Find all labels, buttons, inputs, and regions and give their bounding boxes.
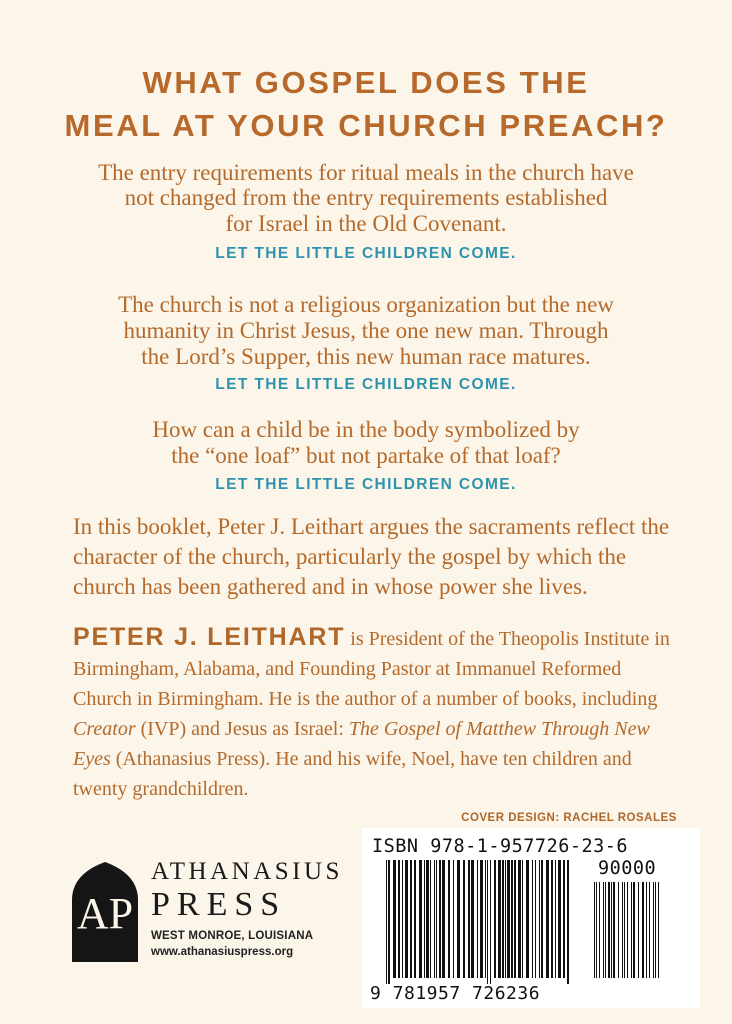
section-2-refrain: LET THE LITTLE CHILDREN COME.	[215, 376, 517, 393]
barcode-bar	[424, 860, 425, 978]
barcode-bar	[430, 860, 431, 978]
barcode-bar	[622, 882, 623, 978]
section-3-refrain: LET THE LITTLE CHILDREN COME.	[215, 476, 517, 493]
barcode-digits: 9 781957 726236	[370, 983, 541, 1004]
barcode-bar	[414, 860, 416, 978]
barcode-bar	[596, 882, 597, 978]
publisher-website: www.athanasiuspress.org	[151, 946, 294, 958]
barcode-bar	[658, 882, 659, 978]
barcode-bar	[627, 882, 628, 978]
barcode-bar	[487, 860, 488, 984]
section-1-line-3: for Israel in the Old Covenant.	[225, 211, 507, 236]
barcode-bar	[442, 860, 445, 978]
barcode-bar	[558, 860, 561, 978]
barcode-bar	[448, 860, 450, 978]
barcode-bar	[539, 860, 540, 978]
barcode-bar	[611, 882, 612, 978]
barcode-bar	[398, 860, 400, 978]
headline-line-2: MEAL AT YOUR CHURCH PREACH?	[64, 108, 668, 143]
barcode-bar	[419, 860, 422, 978]
barcode-bar	[502, 860, 504, 978]
section-2-line-3: the Lord’s Supper, this new human race matures.	[141, 344, 591, 369]
author-name: PETER J. LEITHART	[73, 623, 346, 651]
barcode-bar	[514, 860, 516, 978]
headline-line-1: WHAT GOSPEL DOES THE	[142, 65, 590, 100]
section-3-line-1: How can a child be in the body symbolized by	[152, 417, 580, 442]
barcode-bar	[410, 860, 412, 978]
barcode-bar	[541, 860, 543, 978]
barcode-bar	[505, 860, 506, 978]
price-code: 90000	[598, 858, 657, 879]
barcode-bar	[532, 860, 533, 978]
publisher-name-line-1: ATHANASIUS	[151, 858, 343, 885]
barcode-bar	[608, 882, 610, 978]
barcode-bar	[535, 860, 536, 978]
barcode-bar	[426, 860, 429, 978]
barcode-bar	[546, 860, 549, 978]
bio-text-3: (Athanasius Press). He and his wife, Noel, have ten children and twenty grandchildren.	[73, 748, 632, 800]
barcode-bar	[439, 860, 441, 978]
publisher-location: WEST MONROE, LOUISIANA	[151, 930, 314, 942]
barcode-bar	[633, 882, 635, 978]
barcode-bar	[646, 882, 647, 978]
barcode-bar	[603, 882, 604, 978]
barcode-bar	[405, 860, 408, 978]
barcode-bar	[567, 860, 569, 984]
book-title-creator: Creator	[73, 718, 136, 740]
section-1-line-2: not changed from the entry requirements established	[124, 185, 608, 210]
barcode-bar	[386, 860, 387, 984]
barcode-bar	[563, 860, 565, 978]
book-summary: In this booklet, Peter J. Leithart argues the sacraments reflect the character of the church, particularly the gospel by which the church has been gathered and in whose power she lives.	[73, 514, 670, 599]
barcode-bar	[436, 860, 437, 978]
barcode-bar	[388, 860, 390, 984]
barcode-bar	[463, 860, 465, 978]
section-2-line-1: The church is not a religious organization but the new	[118, 292, 614, 317]
bio-text-2: (IVP) and Jesus as Israel:	[135, 718, 349, 740]
section-1-refrain: LET THE LITTLE CHILDREN COME.	[215, 245, 517, 262]
book-title-gospel-of-matthew: The Gospel of Matthew Through New Eyes	[73, 718, 650, 770]
barcode-bar	[494, 860, 496, 978]
section-3-line-2: the “one loaf” but not partake of that loaf?	[171, 443, 561, 468]
barcode-bar	[551, 860, 553, 978]
barcode-bar	[507, 860, 510, 978]
barcode-bar	[490, 860, 491, 984]
logo-letters: AP	[76, 889, 134, 938]
barcode-bar	[526, 860, 529, 978]
barcode-bar	[468, 860, 470, 978]
author-bio	[73, 622, 673, 804]
barcode-bar	[480, 860, 483, 978]
barcode-bar	[655, 882, 656, 978]
barcode-bar	[649, 882, 650, 978]
barcode-bar	[485, 860, 486, 978]
barcode-bar	[555, 860, 556, 978]
barcode-bar	[599, 882, 600, 978]
barcode-bar	[631, 882, 632, 978]
barcode-bar	[471, 860, 474, 978]
athanasius-press-logo	[72, 862, 138, 962]
barcode-bar	[434, 860, 435, 978]
isbn-barcode	[362, 828, 700, 1008]
publisher-name-line-2: PRESS	[151, 886, 287, 923]
barcode-bar	[653, 882, 654, 978]
barcode-bar	[624, 882, 625, 978]
barcode-bar	[518, 860, 521, 978]
barcode-bar	[605, 882, 606, 978]
barcode-bar	[594, 882, 595, 978]
barcode-bar	[393, 860, 396, 978]
cover-design-credit: COVER DESIGN: RACHEL ROSALES	[461, 812, 677, 824]
barcode-bar	[638, 882, 639, 978]
section-2-line-2: humanity in Christ Jesus, the one new man. Through	[123, 318, 609, 343]
barcode-bar	[511, 860, 513, 978]
isbn-number: ISBN 978-1-957726-23-6	[372, 836, 629, 857]
barcode-bar	[477, 860, 478, 978]
section-1-line-1: The entry requirements for ritual meals in the church have	[98, 160, 634, 185]
barcode-bar	[642, 882, 644, 978]
barcode-bar	[453, 860, 454, 978]
bio-text-1: is President of the Theopolis Institute in Birmingham, Alabama, and Founding Pastor at Immanuel Reformed Church in Birmingham. He is the author of a number of books, including	[73, 628, 670, 710]
barcode-bar	[618, 882, 619, 978]
barcode-bar	[402, 860, 403, 978]
barcode-bar	[522, 860, 523, 978]
barcode-bar	[498, 860, 501, 978]
barcode-bar	[457, 860, 460, 978]
barcode-bar	[613, 882, 615, 978]
